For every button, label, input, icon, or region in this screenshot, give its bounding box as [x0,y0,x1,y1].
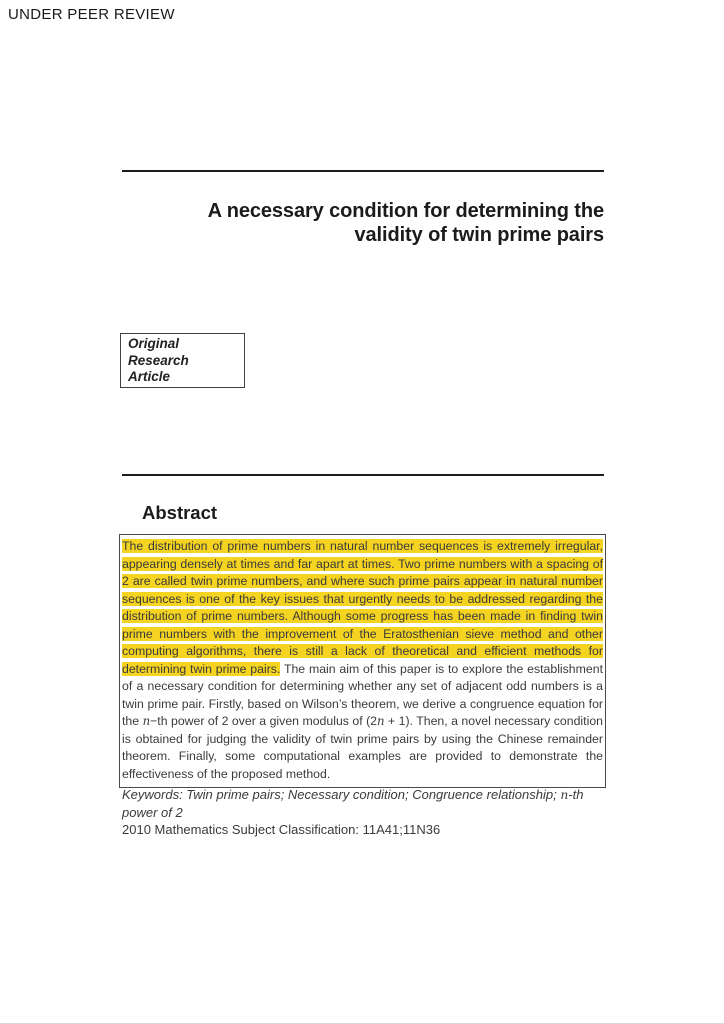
article-type-box [120,333,245,388]
paper-title-line2: validity of twin prime pairs [354,223,604,246]
title-top-rule [122,170,604,172]
text-segment-plain: + 1). Then, a novel necessary condition is obtained for judging the validity of twin prime pairs by using the Chinese remainder theorem. Finally, some computational examples are provided to demonstrate the effectiveness of the proposed method. [122,714,603,781]
abstract-text [122,538,603,783]
paper-meta [122,786,609,838]
text-segment-highlight: The distribution of prime numbers in natural number sequences is extremely irregular, appearing densely at times and far apart at times. Two prime numbers with a spacing of 2 are called twin prime numbers, and where such prime pairs appear in natural number sequences is one of the key issues that urgently needs to be addressed regarding the distribution of prime numbers. Although some progress has been made in finding twin prime numbers with the improvement of the Eratosthenian sieve method and other computing algorithms, there is still a lack of theoretical and efficient methods for determining twin prime pairs. [122,539,603,676]
text-segment-italic: -th power of 2 [122,787,584,820]
abstract-heading: Abstract [142,502,218,523]
abstract-top-rule [122,474,604,476]
article-type-line2: Research [128,352,189,368]
msc-line: 2010 Mathematics Subject Classification: 11A41;11N36 [122,822,441,837]
text-segment-italic: Keywords: Twin prime pairs; Necessary condition; Congruence relationship; [122,787,561,802]
keywords-line [122,786,609,821]
peer-review-banner: UNDER PEER REVIEW [8,6,175,23]
paper-title-line1: A necessary condition for determining the [207,200,604,222]
text-segment-math: n [142,714,151,728]
text-segment-plain: The main aim of this paper is to explore the establishment of a necessary condition for determining whether any set of adjacent odd numbers is a twin prime pair. Firstly, based on Wilson’s theorem, we derive a congruence equation for the [122,661,603,728]
paper-title [122,200,604,247]
text-segment-math: n [377,714,385,728]
article-type-line3: Article [128,369,171,384]
text-segment-math: n [560,788,569,802]
article-type-line1: Original [128,336,180,351]
text-segment-plain: −th power of 2 over a given modulus of (2 [150,714,378,728]
abstract-box [119,534,606,788]
